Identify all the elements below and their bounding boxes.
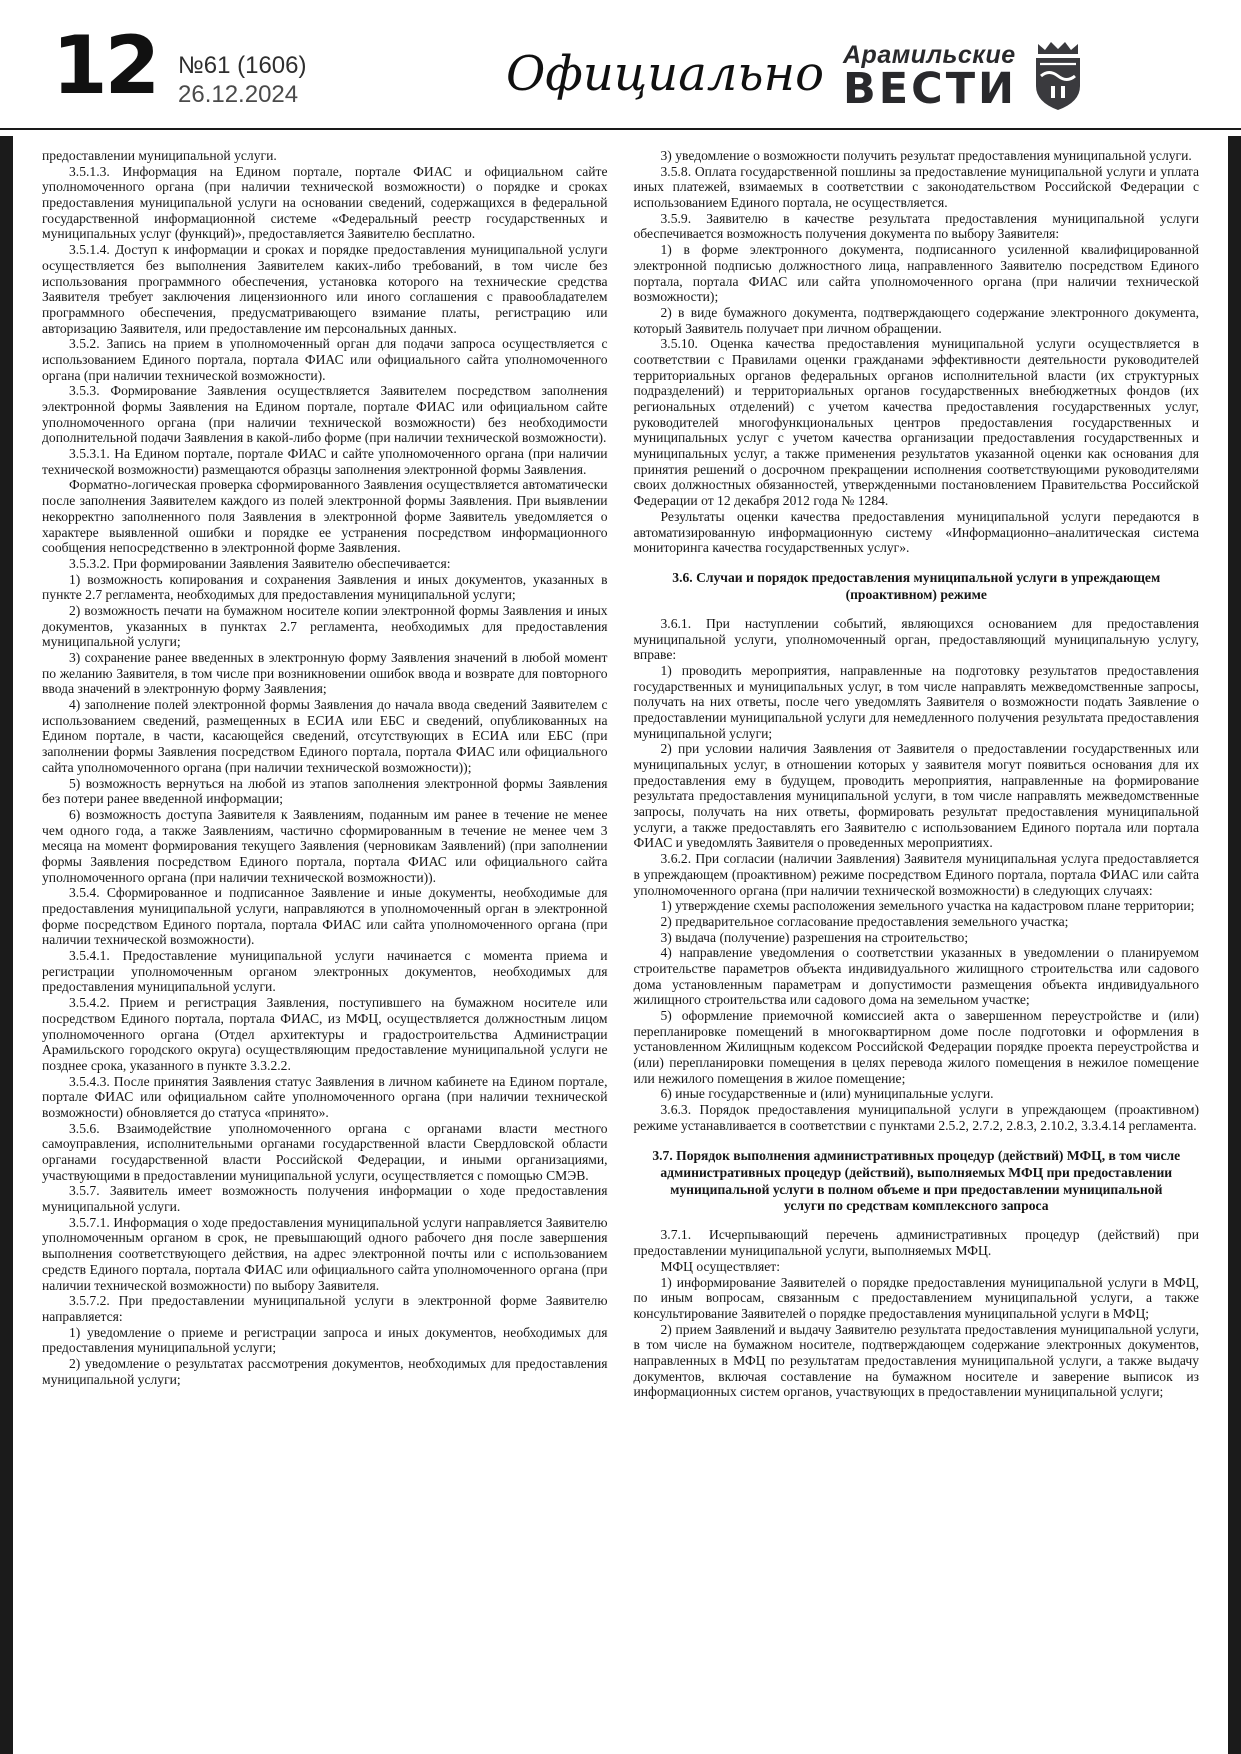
paragraph: 1) информирование Заявителей о порядке предоставления муниципальной услуги в МФЦ, по иным вопросам, связанным с предоставлением муниципальной услуги, а также консультирование Заявителей о порядке предоставления муниципальной услуги в МФЦ; — [633, 1274, 1199, 1321]
paragraph: 3.7.1. Исчерпывающий перечень административных процедур (действий) при предоставлении муниципальной услуги, выполняемых МФЦ. — [633, 1227, 1199, 1259]
paragraph: 3) сохранение ранее введенных в электронную форму Заявления значений в любой момент по желанию Заявителя, в том числе при возникновении ошибок ввода и возврате для повторного ввода значений в электронную форму Заявления; — [42, 650, 608, 697]
paragraph: 3.5.4.1. Предоставление муниципальной услуги начинается с момента приема и регистрации уполномоченным органом электронных документов, необходимых для предоставления муниципальной услуги. — [42, 948, 608, 995]
paragraph: 2) предварительное согласование предоставления земельного участка; — [660, 913, 1069, 929]
page-number: 12 — [52, 19, 158, 112]
paragraph: 1) возможность копирования и сохранения Заявления и иных документов, указанных в пункте 2.7 регламента, необходимых для предоставления муниципальной услуги; — [42, 571, 608, 603]
paragraph: 3.5.4.3. После принятия Заявления статус Заявления в личном кабинете на Едином портале, портале ФИАС или официальном сайте уполномоченного органа (при наличии технической возможности) обновляется до статуса «принято». — [42, 1073, 608, 1120]
paragraph: 1) уведомление о приеме и регистрации запроса и иных документов, необходимых для предоставления муниципальной услуги; — [42, 1324, 608, 1356]
paragraph: 6) возможность доступа Заявителя к Заявлениям, поданным им ранее в течение не менее чем одного года, а также Заявлениям, частично сформированным в течение не менее чем 3 месяца на момент формирования текущего Заявления (черновикам Заявлений) (при заполнении формы Заявления посредством Единого портала, портала ФИАС или официального сайта уполномоченного органа (при наличии технической возможности)). — [42, 806, 608, 885]
issue-number: №61 (1606) — [178, 52, 307, 79]
paragraph: 3.6.2. При согласии (наличии Заявления) Заявителя муниципальная услуга предоставляется в упреждающем (проактивном) режиме посредством Единого портала, портала ФИАС или сайта уполномоченного органа (при наличии технической возможности) в следующих случаях: — [633, 851, 1199, 898]
text-column-left — [42, 148, 608, 1754]
paragraph: 3.6.3. Порядок предоставления муниципальной услуги в упреждающем (проактивном) режиме устанавливается в соответствии с пунктами 2.5.2, 2.7.2, 2.8.3, 2.10.2, 3.3.4.14 регламента. — [633, 1102, 1199, 1133]
paragraph: предоставлении муниципальной услуги. — [42, 148, 277, 163]
paragraph: 2) прием Заявлений и выдачу Заявителю результата предоставления муниципальной услуги, в том числе на бумажном носителе, подтверждающем содержание электронных документов, направленных в МФЦ по результатам предоставления муниципальной услуги, а также выдачу документов, включая составление на бумажном носителе и заверение выписок из информационных систем органов, участвующих в предоставлении муниципальной услуги; — [633, 1321, 1199, 1400]
paragraph: МФЦ осуществляет: — [660, 1258, 780, 1274]
masthead — [0, 0, 1241, 128]
newspaper-brand — [843, 41, 1087, 115]
paragraph: 3.5.3. Формирование Заявления осуществляется Заявителем посредством заполнения электронной формы Заявления на Едином портале, портале ФИАС или официальном сайте уполномоченного органа (при наличии технической возможности) без необходимости дополнительной подачи Заявления в какой-либо форме (при наличии технической возможности). — [42, 383, 608, 446]
paragraph: 2) возможность печати на бумажном носителе копии электронной формы Заявления и иных документов, указанных в пунктах 2.7 регламента, необходимых для предоставления муниципальной услуги; — [42, 602, 608, 650]
paragraph: 1) в форме электронного документа, подписанного усиленной квалифицированной электронной подписью должностного лица, направленного Заявителю посредством Единого портала, портала ФИАС или сайта уполномоченного органа (при наличии технической возможности); — [633, 242, 1199, 305]
brand-text — [843, 41, 1018, 115]
paragraph: Форматно-логическая проверка сформированного Заявления осуществляется автоматически после заполнения Заявителем каждого из полей электронной формы Заявления. При выявлении некорректно заполненного поля Заявления в электронной форме Заявитель уведомляется о характере выявленной ошибки и порядке ее устранения посредством информационного сообщения непосредственно в электронной форме Заявления. — [42, 477, 608, 556]
paragraph: 3) уведомление о возможности получить результат предоставления муниципальной услуги. — [660, 148, 1192, 163]
article-body — [42, 148, 1199, 1754]
section-heading: 3.7. Порядок выполнения административных процедур (действий) МФЦ, в том числе административных процедур (действий), выполняемых МФЦ при предоставлении муниципальной услуги в полном объеме и при предоставлении муниципальной услуги по средствам комплексного запроса — [652, 1147, 1181, 1214]
paragraph: 3.5.7. Заявитель имеет возможность получения информации о ходе предоставления муниципальной услуги. — [42, 1183, 608, 1215]
paragraph: 2) в виде бумажного документа, подтверждающего содержание электронного документа, который Заявитель получает при личном обращении. — [633, 304, 1199, 336]
paragraph: Результаты оценки качества предоставления муниципальной услуги передаются в автоматизированную информационную систему «Информационно–аналитическая система мониторинга качества государственных услуг». — [633, 508, 1199, 556]
left-edge-bar — [0, 136, 13, 1754]
brand-name-bottom: ВЕСТИ — [843, 64, 1018, 115]
coat-of-arms-icon — [1029, 40, 1087, 112]
text-column-right — [634, 148, 1200, 1754]
brand-name-top: Арамильские — [843, 41, 1016, 69]
paragraph: 1) утверждение схемы расположения земельного участка на кадастровом плане территории; — [660, 898, 1195, 914]
paragraph: 3.5.3.2. При формировании Заявления Заявителю обеспечивается: — [69, 555, 451, 571]
issue-date: 26.12.2024 — [178, 80, 299, 108]
issue-block — [178, 52, 306, 110]
section-heading: 3.6. Случаи и порядок предоставления муниципальной услуги в упреждающем (проактивном) режиме — [672, 569, 1161, 602]
paragraph: 3.5.4. Сформированное и подписанное Заявление и иные документы, необходимые для предоставления муниципальной услуги, направляются в уполномоченный орган в электронной форме посредством Единого портала, портала ФИАС или сайта уполномоченного органа (при наличии технической возможности). — [42, 885, 608, 948]
paragraph: 5) возможность вернуться на любой из этапов заполнения электронной формы Заявления без потери ранее введенной информации; — [42, 775, 608, 807]
paragraph: 3.5.1.3. Информация на Едином портале, портале ФИАС и официальном сайте уполномоченного органа (при наличии технической возможности) о порядке и сроках предоставления муниципальной услуги на основании сведений, содержащихся в федеральной государственной информационной системе «Федеральный реестр государственных и муниципальных услуг (функций)», предоставляется Заявителю бесплатно. — [42, 163, 608, 242]
paragraph: 3.5.7.2. При предоставлении муниципальной услуги в электронной форме Заявителю направляется: — [42, 1293, 608, 1324]
paragraph: 1) проводить мероприятия, направленные на подготовку результатов предоставления государственных и муниципальных услуг, в том числе направлять межведомственные запросы, получать на них ответы, после чего уведомлять Заявителя о возможности подать Заявление о предоставлении муниципальной услуги для немедленного получения результата предоставления муниципальной услуги; — [633, 662, 1199, 741]
paragraph: 3) выдача (получение) разрешения на строительство; — [660, 929, 969, 945]
paragraph: 3.5.1.4. Доступ к информации и сроках и порядке предоставления муниципальной услуги осуществляется без выполнения Заявителем каких-либо требований, в том числе без использования программного обеспечения, установка которого на технические средства Заявителя требует заключения лицензионного или иного соглашения с правообладателем программного обеспечения, предусматривающего взимание платы, регистрацию или авторизацию Заявителя, или предоставление им персональных данных. — [42, 242, 608, 336]
paragraph: 2) при условии наличия Заявления от Заявителя о предоставлении государственных или муниципальных услуг, в отношении которых у заявителя могут появиться основания для их предоставления ему в будущем, проводить мероприятия, направленные на формирование результата предоставления муниципальной услуги, в том числе направлять межведомственные запросы, получать на них ответы, формировать результат предоставления муниципальной услуги, а также предоставлять его Заявителю с использованием Единого портала или портала ФИАС и уведомлять Заявителя о проведенных мероприятиях. — [633, 741, 1199, 851]
paragraph: 3.5.7.1. Информация о ходе предоставления муниципальной услуги направляется Заявителю уполномоченным органом в срок, не превышающий одного рабочего дня после завершения выполнения соответствующего действия, на адрес электронной почты или с использованием средств Единого портала, портала ФИАС или официального сайта уполномоченного органа (при наличии технической возможности) по выбору Заявителя. — [42, 1214, 608, 1293]
paragraph: 6) иные государственные и (или) муниципальные услуги. — [660, 1086, 994, 1102]
paragraph: 3.5.3.1. На Едином портале, портале ФИАС и сайте уполномоченного органа (при наличии технической возможности) размещаются образцы заполнения электронной формы Заявления. — [42, 446, 608, 477]
masthead-divider — [0, 128, 1241, 130]
paragraph: 4) направление уведомления о соответствии указанных в уведомлении о планируемом строительстве параметров объекта индивидуального жилищного строительства или садового дома установленным параметрам и допустимости размещения объекта индивидуального жилищного строительства или садового дома на земельном участке; — [633, 945, 1199, 1008]
paragraph: 2) уведомление о результатах рассмотрения документов, необходимых для предоставления муниципальной услуги; — [42, 1355, 608, 1387]
paragraph: 4) заполнение полей электронной формы Заявления до начала ввода сведений Заявителем с использованием сведений, размещенных в ЕСИА или ЕБС и сведений, опубликованных на Едином портале, в части, касающейся сведений, отсутствующих в ЕСИА или ЕБС (при заполнении формы Заявления посредством Единого портала, портала ФИАС или официального сайта уполномоченного органа (при наличии технической возможности)); — [42, 697, 608, 775]
right-edge-bar — [1228, 136, 1241, 1754]
paragraph: 5) оформление приемочной комиссией акта о завершенном переустройстве и (или) перепланировке помещений в многоквартирном доме после подготовки и оформления в установленном Жилищным кодексом Российской Федерации порядке проекта переустройства и (или) перепланировки помещения в целях перевода жилого помещения в нежилое помещение или нежилого помещения в жилое помещение; — [633, 1008, 1199, 1086]
paragraph: 3.5.4.2. Прием и регистрация Заявления, поступившего на бумажном носителе или посредством Единого портала, портала ФИАС, из МФЦ, осуществляется должностным лицом уполномоченного органа (Отдел архитектуры и градостроительства Администрации Арамильского городского округа) осуществляющим предоставление муниципальной услуги не позднее срока, указанного в пункте 3.3.2.2. — [42, 995, 608, 1073]
paragraph: 3.6.1. При наступлении событий, являющихся основанием для предоставления муниципальной услуги, уполномоченный орган, предоставляющий муниципальную услугу, вправе: — [633, 615, 1199, 663]
paragraph: 3.5.6. Взаимодействие уполномоченного органа с органами власти местного самоуправления, исполнительными органами государственной власти Свердловской области органами государственной власти Российской Федерации, и иными организациями, участвующими в предоставлении муниципальной услуги, осуществляется с помощью СМЭВ. — [42, 1120, 608, 1183]
paragraph: 3.5.9. Заявителю в качестве результата предоставления муниципальной услуги обеспечивается возможность получения документа по выбору Заявителя: — [633, 210, 1199, 242]
paragraph: 3.5.10. Оценка качества предоставления муниципальной услуги осуществляется в соответствии с Правилами оценки гражданами эффективности деятельности руководителей территориальных органов федеральных органов исполнительной власти (их структурных подразделений) и территориальных органов государственных внебюджетных фондов (их региональных отделений) с учетом качества предоставления государственных услуг, руководителей многофункциональных центров предоставления государственных и муниципальных услуг с учетом качества организации предоставления государственных и муниципальных услуг, а также применения результатов указанной оценки как основания для принятия решений о досрочном прекращении исполнения соответствующими руководителями своих должностных обязанностей, утвержденными постановлением Правительства Российской Федерации от 12 декабря 2012 года № 1284. — [633, 336, 1199, 509]
section-title: Официально — [505, 46, 825, 102]
paragraph: 3.5.8. Оплата государственной пошлины за предоставление муниципальной услуги и уплата иных платежей, взимаемых в соответствии с законодательством Российской Федерации с использованием Единого портала, не осуществляется. — [633, 163, 1199, 211]
paragraph: 3.5.2. Запись на прием в уполномоченный орган для подачи запроса осуществляется с использованием Единого портала, портала ФИАС или официального сайта уполномоченного органа (при наличии технической возможности). — [42, 336, 608, 383]
